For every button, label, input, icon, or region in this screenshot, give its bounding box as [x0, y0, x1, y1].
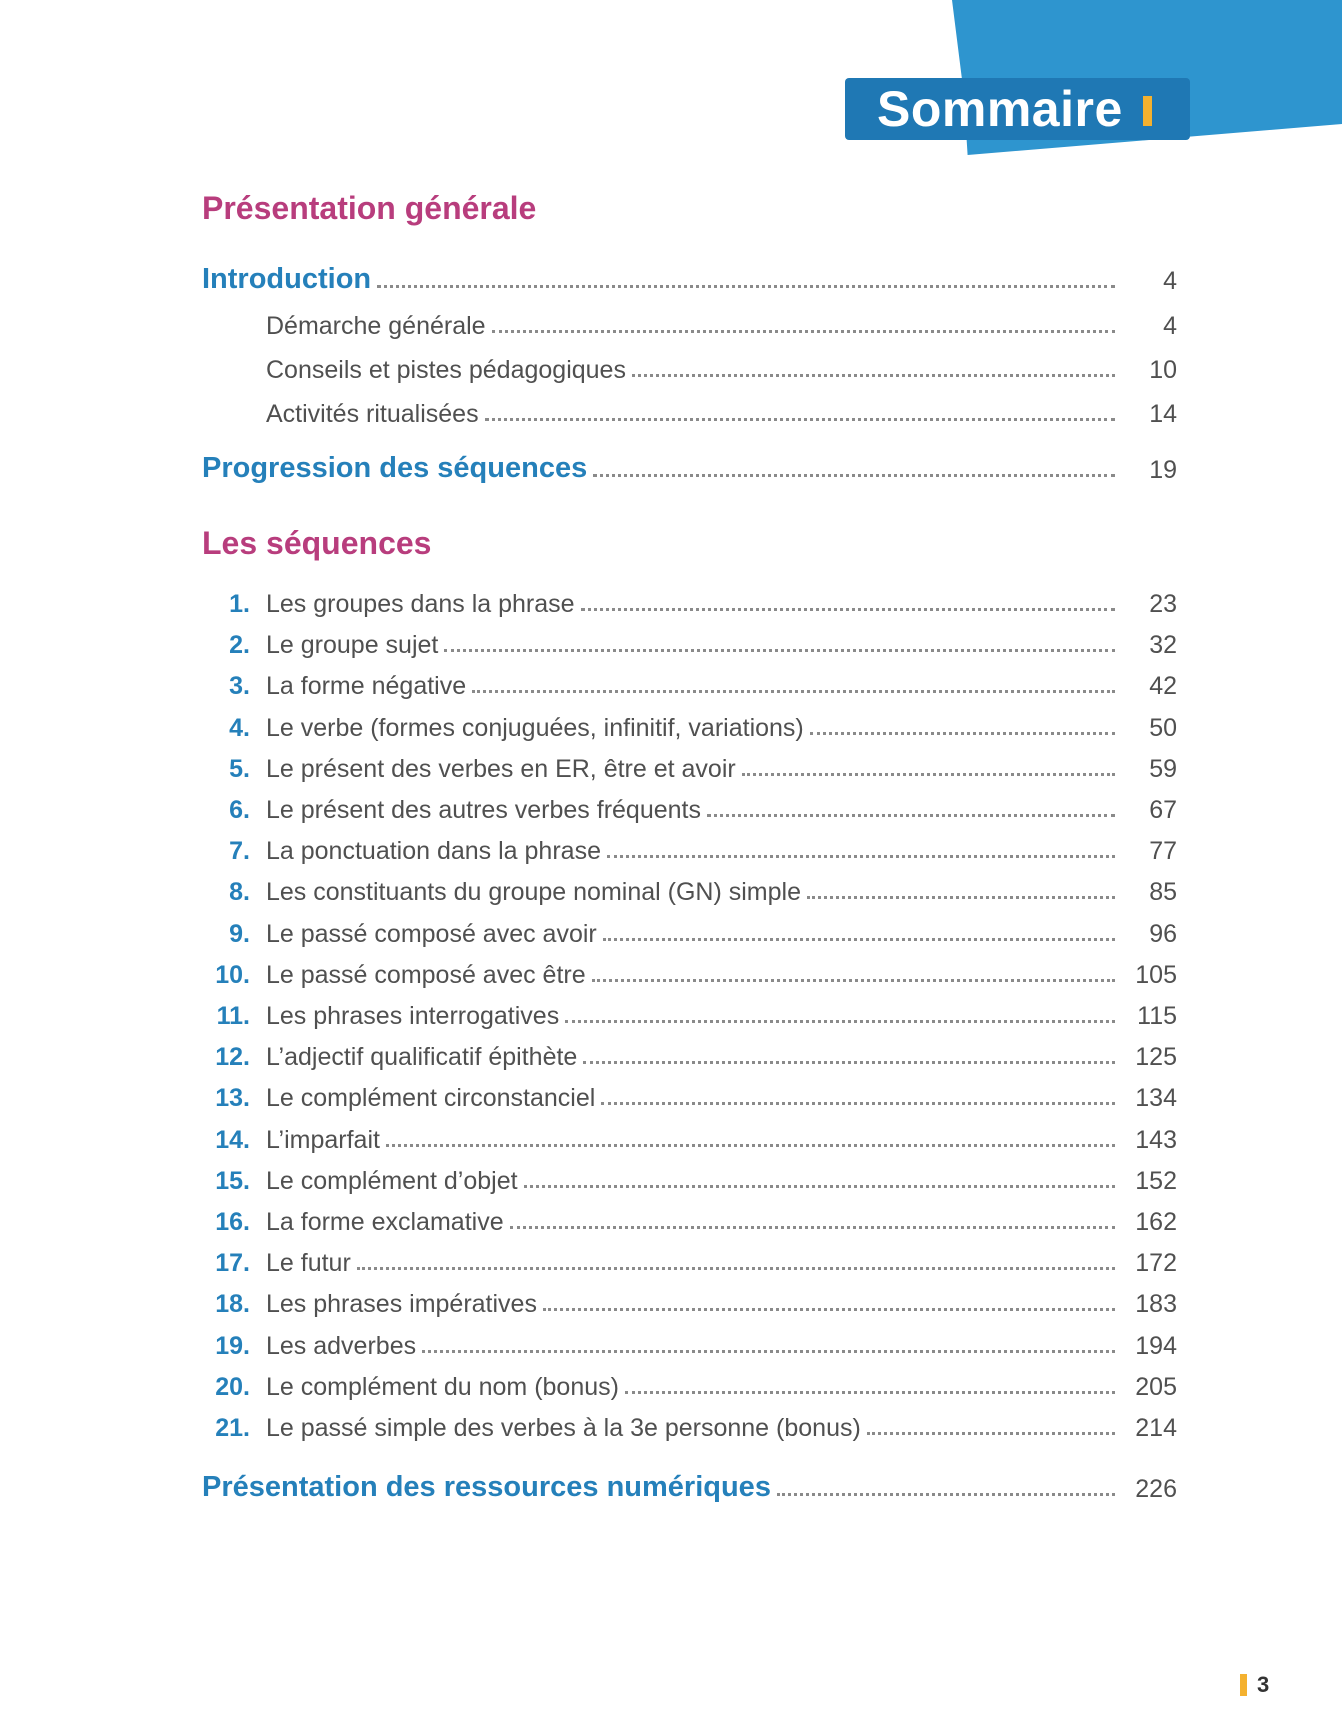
toc-page-number: 143: [1135, 1126, 1177, 1154]
toc-entry-sequence[interactable]: [202, 699, 1177, 743]
sequence-number: 21.: [215, 1414, 250, 1442]
toc-entry-sequence[interactable]: [202, 740, 1177, 784]
toc-page-number: 115: [1137, 1002, 1177, 1030]
page-number: [1240, 1672, 1269, 1698]
dot-leader: [607, 855, 1115, 858]
toc-entry-label: Le passé composé avec avoir: [266, 920, 597, 948]
dot-leader: [625, 1391, 1115, 1394]
dot-leader: [807, 896, 1115, 899]
toc-page-number: 183: [1135, 1290, 1177, 1318]
toc-page-number: 4: [1163, 312, 1177, 340]
toc-entry-label: L’adjectif qualificatif épithète: [266, 1043, 578, 1071]
sequence-number: 6.: [229, 796, 250, 824]
toc-page-number: 214: [1135, 1414, 1177, 1442]
dot-leader: [543, 1308, 1115, 1311]
toc-page-number: 85: [1149, 878, 1177, 906]
section-heading-general: Présentation générale: [202, 190, 537, 226]
toc-entry-label: Le futur: [266, 1249, 351, 1277]
toc-entry-label: Conseils et pistes pédagogiques: [266, 356, 626, 384]
title-accent-bar: [1143, 96, 1152, 126]
toc-entry-sequence[interactable]: [202, 905, 1177, 949]
toc-page-number: 23: [1149, 590, 1177, 618]
sequence-number: 14.: [215, 1126, 250, 1154]
toc-entry-progression[interactable]: [202, 441, 1177, 485]
toc-entry-label: Progression des séquences: [202, 452, 588, 484]
sequence-number: 5.: [229, 755, 250, 783]
dot-leader: [707, 814, 1115, 817]
toc-page-number: 194: [1135, 1332, 1177, 1360]
toc-entry-sequence[interactable]: [202, 987, 1177, 1031]
toc-page-number: 105: [1135, 961, 1177, 989]
sequence-number: 1.: [229, 590, 250, 618]
toc-entry-label: Les phrases impératives: [266, 1290, 537, 1318]
dot-leader: [472, 690, 1115, 693]
toc-page-number: 4: [1163, 267, 1177, 295]
toc-entry-sequence[interactable]: [202, 1358, 1177, 1402]
toc-page-number: 32: [1149, 631, 1177, 659]
dot-leader: [422, 1350, 1115, 1353]
sequence-number: 2.: [229, 631, 250, 659]
sequence-number: 13.: [215, 1084, 250, 1112]
toc-page-number: 10: [1149, 356, 1177, 384]
toc-page-number: 77: [1149, 837, 1177, 865]
sequence-number: 15.: [215, 1167, 250, 1195]
dot-leader: [810, 732, 1115, 735]
toc-entry-label: Les adverbes: [266, 1332, 417, 1360]
toc-page-number: 67: [1149, 796, 1177, 824]
page-title-box: [845, 78, 1190, 140]
toc-entry-sequence[interactable]: [202, 1111, 1177, 1155]
toc-page-number: 152: [1135, 1167, 1177, 1195]
toc-entry-sequence[interactable]: [202, 946, 1177, 990]
dot-leader: [357, 1267, 1115, 1270]
toc-entry-label: Activités ritualisées: [266, 400, 479, 428]
toc-entry-label: Le verbe (formes conjuguées, infinitif, variations): [266, 714, 804, 742]
toc-entry-label: Le passé simple des verbes à la 3e personne (bonus): [266, 1414, 861, 1442]
toc-entry-label: Le passé composé avec être: [266, 961, 586, 989]
toc-entry-sequence[interactable]: [202, 1317, 1177, 1361]
page-number-accent: [1240, 1674, 1247, 1696]
sequence-number: 10.: [215, 961, 250, 989]
dot-leader: [593, 474, 1115, 477]
toc-entry-sequence[interactable]: [202, 863, 1177, 907]
sequence-number: 19.: [215, 1332, 250, 1360]
toc-entry-sequence[interactable]: [202, 575, 1177, 619]
sequence-number: 7.: [229, 837, 250, 865]
toc-entry-label: Introduction: [202, 263, 372, 295]
dot-leader: [603, 938, 1115, 941]
toc-entry-sequence[interactable]: [202, 1234, 1177, 1278]
toc-entry-label: La forme exclamative: [266, 1208, 504, 1236]
dot-leader: [592, 979, 1115, 982]
dot-leader: [386, 1144, 1115, 1147]
toc-entry-demarche[interactable]: [202, 297, 1177, 341]
toc-entry-sequence[interactable]: [202, 1193, 1177, 1237]
toc-entry-sequence[interactable]: [202, 1069, 1177, 1113]
sequence-number: 3.: [229, 672, 250, 700]
toc-entry-label: Les phrases interrogatives: [266, 1002, 560, 1030]
sequence-number: 17.: [215, 1249, 250, 1277]
toc-entry-ressources[interactable]: [202, 1460, 1177, 1504]
toc-page-number: 42: [1149, 672, 1177, 700]
toc-entry-label: Le complément circonstanciel: [266, 1084, 596, 1112]
page-title: Sommaire: [877, 81, 1123, 137]
toc-entry-label: L’imparfait: [266, 1126, 380, 1154]
toc-entry-label: Le complément du nom (bonus): [266, 1373, 619, 1401]
sequence-number: 16.: [215, 1208, 250, 1236]
toc-entry-sequence[interactable]: [202, 1399, 1177, 1443]
dot-leader: [444, 649, 1115, 652]
sequence-number: 12.: [215, 1043, 250, 1071]
dot-leader: [485, 418, 1115, 421]
toc-page-number: 59: [1149, 755, 1177, 783]
toc-entry-activites[interactable]: [202, 385, 1177, 429]
toc-page-number: 96: [1149, 920, 1177, 948]
toc-entry-label: Le présent des verbes en ER, être et avoir: [266, 755, 736, 783]
toc-page-number: 134: [1135, 1084, 1177, 1112]
page-number-value: 3: [1257, 1672, 1270, 1697]
toc-entry-sequence[interactable]: [202, 1028, 1177, 1072]
dot-leader: [377, 285, 1115, 288]
sequence-number: 4.: [229, 714, 250, 742]
sequence-number: 18.: [215, 1290, 250, 1318]
toc-entry-sequence[interactable]: [202, 1275, 1177, 1319]
toc-entry-label: Démarche générale: [266, 312, 486, 340]
toc-entry-sequence[interactable]: [202, 616, 1177, 660]
toc-entry-label: Les groupes dans la phrase: [266, 590, 575, 618]
section-heading-sequences: Les séquences: [202, 525, 432, 561]
dot-leader: [524, 1185, 1115, 1188]
toc-page-number: 14: [1149, 400, 1177, 428]
dot-leader: [867, 1432, 1115, 1435]
toc-entry-sequence[interactable]: [202, 1152, 1177, 1196]
toc-entry-label: Les constituants du groupe nominal (GN) simple: [266, 878, 801, 906]
toc-page-number: 172: [1135, 1249, 1177, 1277]
toc-page-number: 125: [1135, 1043, 1177, 1071]
toc-entry-label: Le complément d’objet: [266, 1167, 518, 1195]
dot-leader: [565, 1020, 1115, 1023]
toc-entry-label: La forme négative: [266, 672, 467, 700]
dot-leader: [492, 330, 1115, 333]
dot-leader: [777, 1493, 1115, 1496]
sequence-number: 8.: [229, 878, 250, 906]
toc-page-number: 162: [1135, 1208, 1177, 1236]
dot-leader: [632, 374, 1115, 377]
toc-entry-conseils[interactable]: [202, 341, 1177, 385]
dot-leader: [742, 773, 1115, 776]
dot-leader: [581, 608, 1115, 611]
dot-leader: [601, 1102, 1115, 1105]
dot-leader: [510, 1226, 1115, 1229]
toc-page-number: 226: [1135, 1475, 1177, 1503]
toc-page-number: 19: [1149, 456, 1177, 484]
toc-page-number: 205: [1135, 1373, 1177, 1401]
toc-page-number: 50: [1149, 714, 1177, 742]
toc-entry-sequence[interactable]: [202, 822, 1177, 866]
sequence-number: 11.: [216, 1002, 250, 1030]
sequence-number: 9.: [229, 920, 250, 948]
toc-entry-label: Le groupe sujet: [266, 631, 439, 659]
sequence-number: 20.: [215, 1373, 250, 1401]
toc-entry-introduction[interactable]: [202, 252, 1177, 296]
toc-entry-sequence[interactable]: [202, 781, 1177, 825]
toc-entry-label: Présentation des ressources numériques: [202, 1471, 771, 1503]
dot-leader: [583, 1061, 1115, 1064]
toc-entry-label: La ponctuation dans la phrase: [266, 837, 601, 865]
toc-entry-label: Le présent des autres verbes fréquents: [266, 796, 701, 824]
toc-entry-sequence[interactable]: [202, 657, 1177, 701]
